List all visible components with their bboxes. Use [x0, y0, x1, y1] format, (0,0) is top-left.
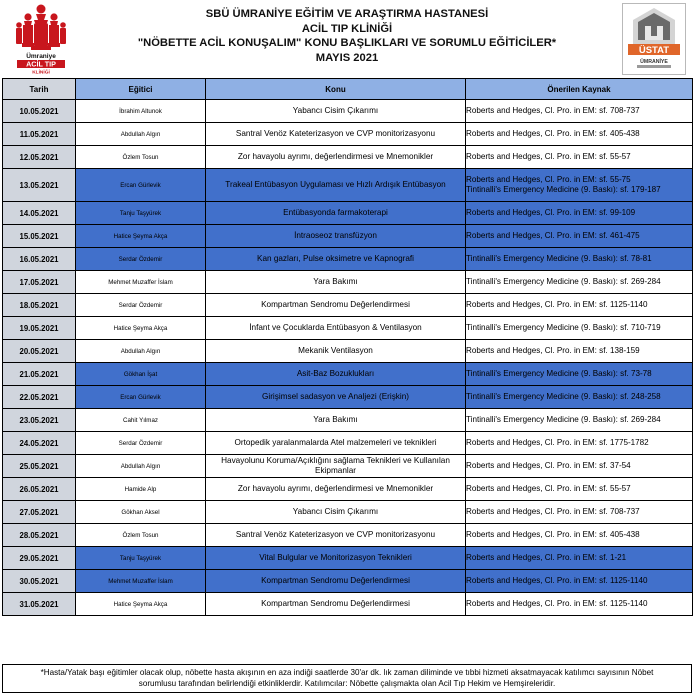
source-line: Roberts and Hedges, Cl. Pro. in EM: sf. 55-75	[466, 175, 631, 184]
topic-cell: Kompartman Sendromu Değerlendirmesi	[206, 570, 466, 593]
column-header-date: Tarih	[3, 79, 76, 100]
date-cell: 28.05.2021	[3, 524, 76, 547]
ustat-house-icon	[623, 4, 685, 74]
table-row	[3, 478, 693, 501]
title-block	[86, 7, 608, 65]
source-cell: Roberts and Hedges, Cl. Pro. in EM: sf. 99-109	[466, 202, 693, 225]
date-cell: 20.05.2021	[3, 340, 76, 363]
source-cell: Roberts and Hedges, Cl. Pro. in EM: sf. 55-57	[466, 146, 693, 169]
table-row	[3, 100, 693, 123]
date-cell: 31.05.2021	[3, 593, 76, 616]
educator-cell: Özlem Tosun	[76, 146, 206, 169]
topic-cell: Kompartman Sendromu Değerlendirmesi	[206, 593, 466, 616]
topic-cell: Vital Bulgular ve Monitorizasyon Teknikleri	[206, 547, 466, 570]
column-header-topic: Konu	[206, 79, 466, 100]
table-row	[3, 386, 693, 409]
acil-tip-logo	[14, 3, 68, 75]
table-header-row	[3, 79, 693, 100]
educator-cell: Ercan Gürlevik	[76, 386, 206, 409]
source-cell: Tintinalli's Emergency Medicine (9. Baskı): sf. 248-258	[466, 386, 693, 409]
table-row	[3, 409, 693, 432]
topic-cell: Girişimsel sadasyon ve Analjezi (Erişkin)	[206, 386, 466, 409]
topic-cell: Yabancı Cisim Çıkarımı	[206, 501, 466, 524]
educator-cell: Abdullah Algın	[76, 455, 206, 478]
table-row	[3, 123, 693, 146]
topic-cell: Yara Bakımı	[206, 271, 466, 294]
date-cell: 12.05.2021	[3, 146, 76, 169]
date-cell: 19.05.2021	[3, 317, 76, 340]
educator-cell: Hamide Alp	[76, 478, 206, 501]
table-row	[3, 248, 693, 271]
topic-cell: Havayolunu Koruma/Açıklığını sağlama Teknikleri ve Kullanılan Ekipmanlar	[206, 455, 466, 478]
date-cell: 27.05.2021	[3, 501, 76, 524]
date-cell: 13.05.2021	[3, 169, 76, 202]
date-cell: 26.05.2021	[3, 478, 76, 501]
source-line: Tintinalli's Emergency Medicine (9. Baskı): sf. 179-187	[466, 185, 661, 194]
source-cell: Roberts and Hedges, Cl. Pro. in EM: sf. 708-737	[466, 501, 693, 524]
educator-cell: İbrahim Altunok	[76, 100, 206, 123]
topic-cell: İntraoseoz transfüzyon	[206, 225, 466, 248]
educator-cell: Serdar Özdemir	[76, 248, 206, 271]
source-cell: Tintinalli's Emergency Medicine (9. Baskı): sf. 269-284	[466, 409, 693, 432]
month-label: MAYIS 2021	[315, 51, 379, 64]
topic-cell: Entübasyonda farmakoterapi	[206, 202, 466, 225]
educator-cell: Mehmet Muzaffer İslam	[76, 271, 206, 294]
educator-cell: Gökhan İşat	[76, 363, 206, 386]
source-cell: Roberts and Hedges, Cl. Pro. in EM: sf. 461-475	[466, 225, 693, 248]
page-header	[0, 0, 696, 78]
topic-cell: Kompartman Sendromu Değerlendirmesi	[206, 294, 466, 317]
column-header-source: Önerilen Kaynak	[466, 79, 693, 100]
source-cell: Tintinalli's Emergency Medicine (9. Baskı): sf. 710-719	[466, 317, 693, 340]
educator-cell: Tanju Taşyürek	[76, 202, 206, 225]
document-title: "NÖBETTE ACİL KONUŞALIM" KONU BAŞLIKLARI VE SORUMLU EĞİTİCİLER*	[137, 37, 557, 50]
hospital-name: SBÜ ÜMRANİYE EĞİTİM VE ARAŞTIRMA HASTANESİ	[205, 8, 489, 20]
ustat-logo	[622, 3, 686, 75]
logo-left-top-text: Ümraniye	[26, 53, 56, 60]
topic-cell: Zor havayolu ayrımı, değerlendirmesi ve Mnemonikler	[206, 478, 466, 501]
footnote	[2, 664, 692, 693]
source-cell: Roberts and Hedges, Cl. Pro. in EM: sf. 1125-1140	[466, 294, 693, 317]
table-row	[3, 570, 693, 593]
source-cell: Tintinalli's Emergency Medicine (9. Baskı): sf. 269-284	[466, 271, 693, 294]
date-cell: 16.05.2021	[3, 248, 76, 271]
date-cell: 15.05.2021	[3, 225, 76, 248]
topic-cell: Santral Venöz Kateterizasyon ve CVP monitorizasyonu	[206, 123, 466, 146]
date-cell: 29.05.2021	[3, 547, 76, 570]
topic-cell: Ortopedik yaralanmalarda Atel malzemeleri ve teknikleri	[206, 432, 466, 455]
table-row	[3, 271, 693, 294]
educator-cell: Hatice Şeyma Akça	[76, 225, 206, 248]
educator-cell: Abdullah Algın	[76, 340, 206, 363]
topic-cell: Yara Bakımı	[206, 409, 466, 432]
source-cell: Roberts and Hedges, Cl. Pro. in EM: sf. 405-438	[466, 524, 693, 547]
educator-cell: Hatice Şeyma Akça	[76, 317, 206, 340]
educator-cell: Serdar Özdemir	[76, 294, 206, 317]
educator-cell: Özlem Tosun	[76, 524, 206, 547]
topic-cell: Zor havayolu ayrımı, değerlendirmesi ve Mnemonikler	[206, 146, 466, 169]
date-cell: 23.05.2021	[3, 409, 76, 432]
educator-cell: Serdar Özdemir	[76, 432, 206, 455]
table-row	[3, 432, 693, 455]
source-cell: Tintinalli's Emergency Medicine (9. Baskı): sf. 73-78	[466, 363, 693, 386]
source-cell: Roberts and Hedges, Cl. Pro. in EM: sf. 138-159	[466, 340, 693, 363]
clinic-name: ACİL TIP KLİNİĞİ	[301, 22, 393, 35]
table-row	[3, 146, 693, 169]
educator-cell: Hatice Şeyma Akça	[76, 593, 206, 616]
logo-right-bottom-text: ÜMRANİYE	[640, 59, 668, 65]
table-row	[3, 202, 693, 225]
table-row	[3, 225, 693, 248]
educator-cell: Ercan Gürlevik	[76, 169, 206, 202]
topic-cell: İnfant ve Çocuklarda Entübasyon & Ventilasyon	[206, 317, 466, 340]
topic-cell: Asit-Baz Bozuklukları	[206, 363, 466, 386]
date-cell: 21.05.2021	[3, 363, 76, 386]
source-cell: Roberts and Hedges, Cl. Pro. in EM: sf. 1125-1140	[466, 570, 693, 593]
table-row	[3, 455, 693, 478]
educator-cell: Mehmet Muzaffer İslam	[76, 570, 206, 593]
table-row	[3, 363, 693, 386]
footnote-line: sorumlusu tarafından belirlendiği etkinliklerdir. Katılımcılar: Nöbette çalışmakta olan Acil Tıp Hekim ve Hemşireleridir.	[138, 679, 556, 688]
source-cell: Roberts and Hedges, Cl. Pro. in EM: sf. 405-438	[466, 123, 693, 146]
topic-cell: Mekanik Ventilasyon	[206, 340, 466, 363]
logo-left-bottom-text: KLİNİĞİ	[32, 70, 50, 75]
source-cell: Roberts and Hedges, Cl. Pro. in EM: sf. 1125-1140	[466, 593, 693, 616]
date-cell: 24.05.2021	[3, 432, 76, 455]
source-cell: Roberts and Hedges, Cl. Pro. in EM: sf. 37-54	[466, 455, 693, 478]
educator-cell: Abdullah Algın	[76, 123, 206, 146]
date-cell: 14.05.2021	[3, 202, 76, 225]
educator-cell: Gökhan Aksel	[76, 501, 206, 524]
topic-cell: Yabancı Cisim Çıkarımı	[206, 100, 466, 123]
pawn-figures-icon	[14, 3, 68, 75]
educator-cell: Cahit Yılmaz	[76, 409, 206, 432]
date-cell: 18.05.2021	[3, 294, 76, 317]
source-cell: Roberts and Hedges, Cl. Pro. in EM: sf. 1775-1782	[466, 432, 693, 455]
source-cell: Roberts and Hedges, Cl. Pro. in EM: sf. 55-57	[466, 478, 693, 501]
table-row	[3, 524, 693, 547]
schedule-table	[2, 78, 693, 616]
date-cell: 22.05.2021	[3, 386, 76, 409]
table-row	[3, 593, 693, 616]
table-body	[3, 100, 693, 616]
source-cell: Roberts and Hedges, Cl. Pro. in EM: sf. 708-737	[466, 100, 693, 123]
topic-cell: Kan gazları, Pulse oksimetre ve Kapnografi	[206, 248, 466, 271]
source-cell: Roberts and Hedges, Cl. Pro. in EM: sf. 1-21	[466, 547, 693, 570]
date-cell: 30.05.2021	[3, 570, 76, 593]
educator-cell: Tanju Taşyürek	[76, 547, 206, 570]
column-header-educator: Eğitici	[76, 79, 206, 100]
source-cell	[466, 169, 693, 202]
topic-cell: Trakeal Entübasyon Uygulaması ve Hızlı Ardışık Entübasyon	[206, 169, 466, 202]
date-cell: 25.05.2021	[3, 455, 76, 478]
table-row	[3, 547, 693, 570]
footnote-line: *Hasta/Yatak başı eğitimler olacak olup, nöbette hasta akışının en aza indiği saatlerde 30'ar dk. lık zaman diliminde ve tıbbi hizmeti aksatmayacak katılımcı sayısının Nöbet	[40, 668, 654, 677]
table-row	[3, 317, 693, 340]
table-row	[3, 340, 693, 363]
topic-cell: Santral Venöz Kateterizasyon ve CVP monitorizasyonu	[206, 524, 466, 547]
table-row	[3, 294, 693, 317]
table-row	[3, 169, 693, 202]
date-cell: 17.05.2021	[3, 271, 76, 294]
table-row	[3, 501, 693, 524]
logo-left-main-text: ACİL TIP	[26, 59, 56, 69]
logo-right-main-text: ÜSTAT	[638, 45, 670, 56]
date-cell: 11.05.2021	[3, 123, 76, 146]
date-cell: 10.05.2021	[3, 100, 76, 123]
source-cell: Tintinalli's Emergency Medicine (9. Baskı): sf. 78-81	[466, 248, 693, 271]
